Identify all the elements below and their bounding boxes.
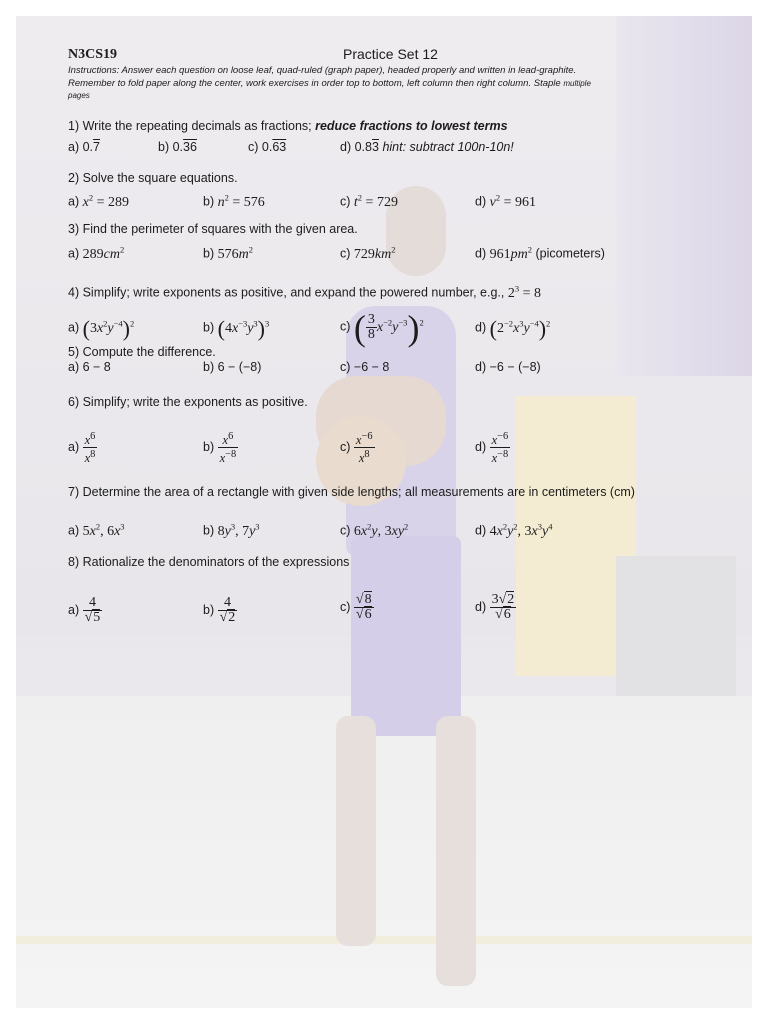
item-label: d) (475, 246, 487, 261)
fraction (490, 430, 511, 465)
item-label: b) (203, 246, 215, 261)
exponent: −4 (113, 318, 123, 328)
sqrt-icon: √ (84, 610, 93, 626)
exponent: −3 (238, 318, 248, 328)
variable: x (531, 523, 538, 539)
question-8-item-b (203, 590, 237, 630)
expression: −6 − 8 (353, 360, 390, 374)
coefficient: 7 (242, 523, 250, 539)
question-3-item-c (340, 242, 395, 262)
base: 2 (496, 320, 504, 336)
sqrt-icon: √ (498, 592, 507, 608)
denominator (354, 448, 375, 465)
area-unit: km (374, 246, 392, 262)
instructions-line-2 (68, 78, 591, 89)
denominator (490, 448, 511, 465)
equation-rest: = 576 (228, 194, 265, 210)
radicand: 5 (93, 610, 101, 626)
question-1-item-a (68, 140, 100, 155)
question-6-item-b (203, 427, 238, 467)
denominator: 8 (367, 326, 375, 342)
unit-note: (picometers) (535, 246, 605, 261)
exponent: −3 (398, 317, 408, 327)
repeating-digits: 7 (93, 140, 100, 154)
question-5-item-c (340, 360, 389, 375)
coefficient: 6 (107, 523, 115, 539)
radicand: 6 (503, 607, 511, 623)
area-unit: pm (510, 246, 528, 262)
question-2-prompt: 2) Solve the square equations. (68, 171, 238, 185)
question-5-item-d (475, 360, 541, 375)
variable: x (360, 523, 368, 539)
exponent: 2 (502, 521, 508, 531)
outer-exponent: 2 (546, 318, 551, 328)
question-3-prompt: 3) Find the perimeter of squares with the given area. (68, 222, 358, 236)
variable: x (491, 433, 498, 448)
item-label: c) (340, 246, 351, 261)
fraction (83, 430, 98, 465)
question-5-prompt: 5) Compute the difference. (68, 345, 216, 359)
question-2-item-d (475, 190, 536, 210)
denominator (354, 608, 374, 622)
decimal-int: 0. (82, 140, 94, 154)
equation-rest: = 289 (93, 194, 129, 210)
instructions-small-text: multiple (563, 79, 591, 88)
paren-close: ) (122, 315, 130, 341)
question-4-item-d (475, 310, 550, 342)
paren-open: ( (489, 315, 497, 341)
item-label: a) (68, 523, 80, 538)
item-label: c) (248, 140, 259, 154)
question-5-item-a (68, 360, 111, 375)
variable: y (247, 320, 254, 336)
item-label: a) (68, 320, 80, 335)
area-unit: cm (103, 246, 120, 262)
item-label: c) (340, 319, 351, 334)
item-label: c) (340, 194, 351, 209)
item-label: b) (158, 140, 170, 154)
exponent: −2 (383, 317, 393, 327)
question-6-prompt: 6) Simplify; write the exponents as positive. (68, 395, 308, 409)
variable: y (542, 523, 549, 539)
paren-close: ) (538, 315, 547, 341)
question-8-item-d (475, 587, 516, 627)
repeating-digits: 36 (183, 140, 197, 154)
question-8-item-c (340, 587, 374, 627)
coefficient: 3 (491, 592, 499, 608)
outer-exponent: 3 (265, 318, 270, 328)
exponent: −8 (225, 449, 237, 461)
item-label: c) (340, 600, 351, 614)
exponent: 3 (230, 521, 236, 531)
item-label: a) (68, 603, 80, 617)
question-4-text: 4) Simplify; write exponents as positive, and expand the powered number, e.g., (68, 285, 508, 300)
exponent: 3 (514, 283, 520, 293)
item-label: d) (475, 523, 487, 538)
fraction (490, 593, 517, 622)
decimal-int: 0.8 (354, 140, 372, 154)
expression: 6 − 8 (82, 360, 111, 374)
variable: y (397, 523, 405, 539)
instructions-line-1: Instructions: Answer each question on loose leaf, quad-ruled (graph paper), headed properly and written in lead-graphite. (68, 65, 577, 76)
exponent: 3 (253, 318, 258, 328)
exponent: 2 (88, 192, 94, 202)
item-label: d) (475, 360, 487, 374)
numerator (354, 430, 375, 448)
variable: x (376, 319, 384, 335)
denominator (218, 611, 238, 625)
variable: n (217, 194, 225, 210)
item-label: c) (340, 360, 351, 374)
separator: , (517, 523, 525, 539)
item-label: c) (340, 440, 351, 454)
variable: x (219, 451, 226, 466)
item-label: b) (203, 360, 215, 374)
variable: v (489, 194, 496, 210)
decimal-int: 0. (261, 140, 273, 154)
numerator: 3 (367, 311, 375, 327)
exponent: 2 (103, 318, 108, 328)
exponent: 2 (513, 521, 518, 531)
exponent: −6 (497, 431, 509, 443)
exponent: 2 (357, 192, 363, 202)
variable: x (496, 523, 503, 539)
coefficient: 4 (489, 523, 497, 539)
question-7-item-a (68, 519, 125, 539)
variable: x (82, 194, 89, 210)
example-rest: = 8 (519, 285, 541, 301)
denominator (83, 611, 103, 625)
item-label: a) (68, 140, 80, 154)
equation-rest: = 729 (362, 194, 398, 210)
sqrt-icon: √ (219, 610, 228, 626)
variable: y (507, 523, 514, 539)
question-6-item-d (475, 427, 510, 467)
question-8-prompt: 8) Rationalize the denominators of the expressions (68, 555, 350, 569)
radicand: 2 (228, 610, 236, 626)
paren-close: ) (407, 307, 420, 348)
denominator (83, 448, 98, 465)
variable: x (84, 451, 91, 466)
variable: x (96, 320, 104, 336)
question-1-item-c (248, 140, 286, 155)
numerator (490, 430, 511, 448)
fraction (354, 430, 375, 465)
numerator: 4 (83, 596, 103, 611)
question-1-emphasis: reduce fractions to lowest terms (315, 119, 508, 133)
numerator (218, 430, 239, 448)
instructions-text: Remember to fold paper along the center, work exercises in order top to bottom, left column then right column. Staple (68, 78, 561, 89)
paren-close: ) (257, 315, 265, 341)
question-4-item-a (68, 310, 134, 342)
exponent: 3 (120, 521, 125, 531)
variable: x (358, 451, 365, 466)
area-number: 961 (489, 246, 511, 262)
question-1-item-d (340, 140, 514, 155)
exponent: 2 (248, 244, 253, 254)
coefficient: 3 (384, 523, 392, 539)
example-base: 2 (507, 285, 515, 301)
radicand: 8 (364, 592, 372, 608)
item-label: a) (68, 440, 80, 454)
fraction (354, 593, 374, 622)
coefficient: 5 (82, 523, 90, 539)
exponent: 2 (119, 244, 125, 254)
question-5-item-b (203, 360, 261, 375)
exponent: −2 (503, 318, 513, 328)
fraction (366, 313, 377, 342)
fraction (218, 596, 238, 625)
repeating-digits: 63 (272, 140, 287, 154)
instructions-line-3: pages (68, 91, 90, 100)
question-6-item-a (68, 427, 97, 467)
variable: t (353, 194, 358, 210)
denominator (218, 448, 239, 465)
sqrt-icon: √ (355, 592, 364, 608)
item-label: d) (475, 600, 487, 614)
paren-open: ( (353, 307, 366, 348)
exponent: 2 (95, 521, 101, 531)
area-unit: m (238, 246, 249, 262)
equation-rest: = 961 (500, 194, 536, 210)
variable: x (84, 433, 91, 448)
question-3-item-a (68, 242, 124, 262)
variable: y (107, 320, 114, 336)
question-2-item-a (68, 190, 129, 210)
coefficient: 4 (224, 320, 232, 336)
item-label: b) (203, 523, 215, 538)
item-label: c) (340, 523, 351, 538)
exponent: −6 (361, 431, 373, 443)
item-label: a) (68, 246, 80, 261)
item-label: d) (475, 440, 487, 454)
worksheet-title: Practice Set 12 (343, 46, 438, 62)
exponent: −4 (529, 318, 539, 328)
coefficient: 3 (524, 523, 532, 539)
decimal-int: 0. (172, 140, 184, 154)
paren-open: ( (217, 315, 225, 341)
variable: x (89, 523, 96, 539)
exponent: 8 (364, 449, 370, 461)
numerator (83, 430, 98, 448)
coefficient: 8 (217, 523, 225, 539)
item-label: a) (68, 194, 80, 209)
question-7-prompt: 7) Determine the area of a rectangle with given side lengths; all measurements are in centimeters (cm) (68, 485, 635, 499)
expression: −6 − (−8) (489, 360, 541, 374)
variable: y (224, 523, 231, 539)
radicand: 6 (364, 607, 372, 623)
question-8-item-a (68, 590, 102, 630)
variable: x (222, 433, 229, 448)
outer-exponent: 2 (130, 318, 135, 328)
area-number: 576 (217, 246, 239, 262)
question-7-item-b (203, 519, 260, 539)
question-3-item-b (203, 242, 253, 262)
question-1-prompt (68, 119, 508, 134)
item-label: b) (203, 440, 215, 454)
variable: x (491, 451, 498, 466)
exponent: 8 (90, 449, 96, 461)
variable: y (371, 523, 378, 539)
item-label: d) (340, 140, 352, 154)
outer-exponent: 2 (419, 317, 424, 327)
paren-open: ( (82, 315, 90, 341)
item-label: d) (475, 320, 487, 335)
expression: 6 − (−8) (217, 360, 262, 374)
fraction (218, 430, 239, 465)
exponent: 3 (537, 521, 543, 531)
item-label: b) (203, 320, 215, 335)
radicand: 2 (507, 592, 515, 608)
exponent: 3 (519, 318, 524, 328)
exponent: 4 (548, 521, 553, 531)
question-4-item-b (203, 310, 269, 342)
exponent: 2 (527, 244, 532, 254)
coefficient: 3 (89, 320, 97, 336)
area-number: 729 (353, 246, 375, 262)
exponent: 6 (90, 431, 96, 443)
variable: x (355, 433, 362, 448)
variable: y (392, 319, 399, 335)
question-2-item-b (203, 190, 265, 210)
coefficient: 6 (353, 523, 361, 539)
variable: x (231, 320, 239, 336)
question-2-item-c (340, 190, 398, 210)
question-7-item-c (340, 519, 408, 539)
question-3-item-d (475, 242, 605, 262)
question-4-item-c (340, 302, 424, 348)
exponent: −8 (497, 449, 509, 461)
exponent: 2 (391, 244, 396, 254)
exponent: 3 (255, 521, 260, 531)
variable: y (249, 523, 256, 539)
question-1-text: 1) Write the repeating decimals as fractions; (68, 119, 316, 133)
variable: x (391, 523, 398, 539)
item-label: b) (203, 194, 215, 209)
exponent: 2 (495, 192, 501, 202)
variable: y (523, 320, 530, 336)
course-code: N3CS19 (68, 47, 118, 62)
separator: , (235, 523, 243, 539)
item-label: a) (68, 360, 80, 374)
exponent: 2 (224, 192, 229, 202)
variable: x (512, 320, 520, 336)
question-1-hint: hint: subtract 100n-10n! (382, 140, 514, 154)
item-label: d) (475, 194, 487, 209)
item-label: b) (203, 603, 215, 617)
fraction (83, 596, 103, 625)
sqrt-icon: √ (355, 607, 364, 623)
sqrt-icon: √ (495, 607, 503, 623)
exponent: 2 (404, 521, 409, 531)
area-number: 289 (82, 246, 104, 262)
numerator: 4 (218, 596, 238, 611)
question-6-item-c (340, 427, 375, 467)
separator: , (100, 523, 108, 539)
variable: x (114, 523, 121, 539)
separator: , (377, 523, 385, 539)
exponent: 2 (367, 521, 372, 531)
repeating-digits: 3 (372, 140, 379, 154)
denominator (490, 608, 517, 622)
exponent: 6 (228, 431, 234, 443)
question-4-prompt (68, 281, 541, 301)
question-7-item-d (475, 519, 552, 539)
question-1-item-b (158, 140, 197, 155)
